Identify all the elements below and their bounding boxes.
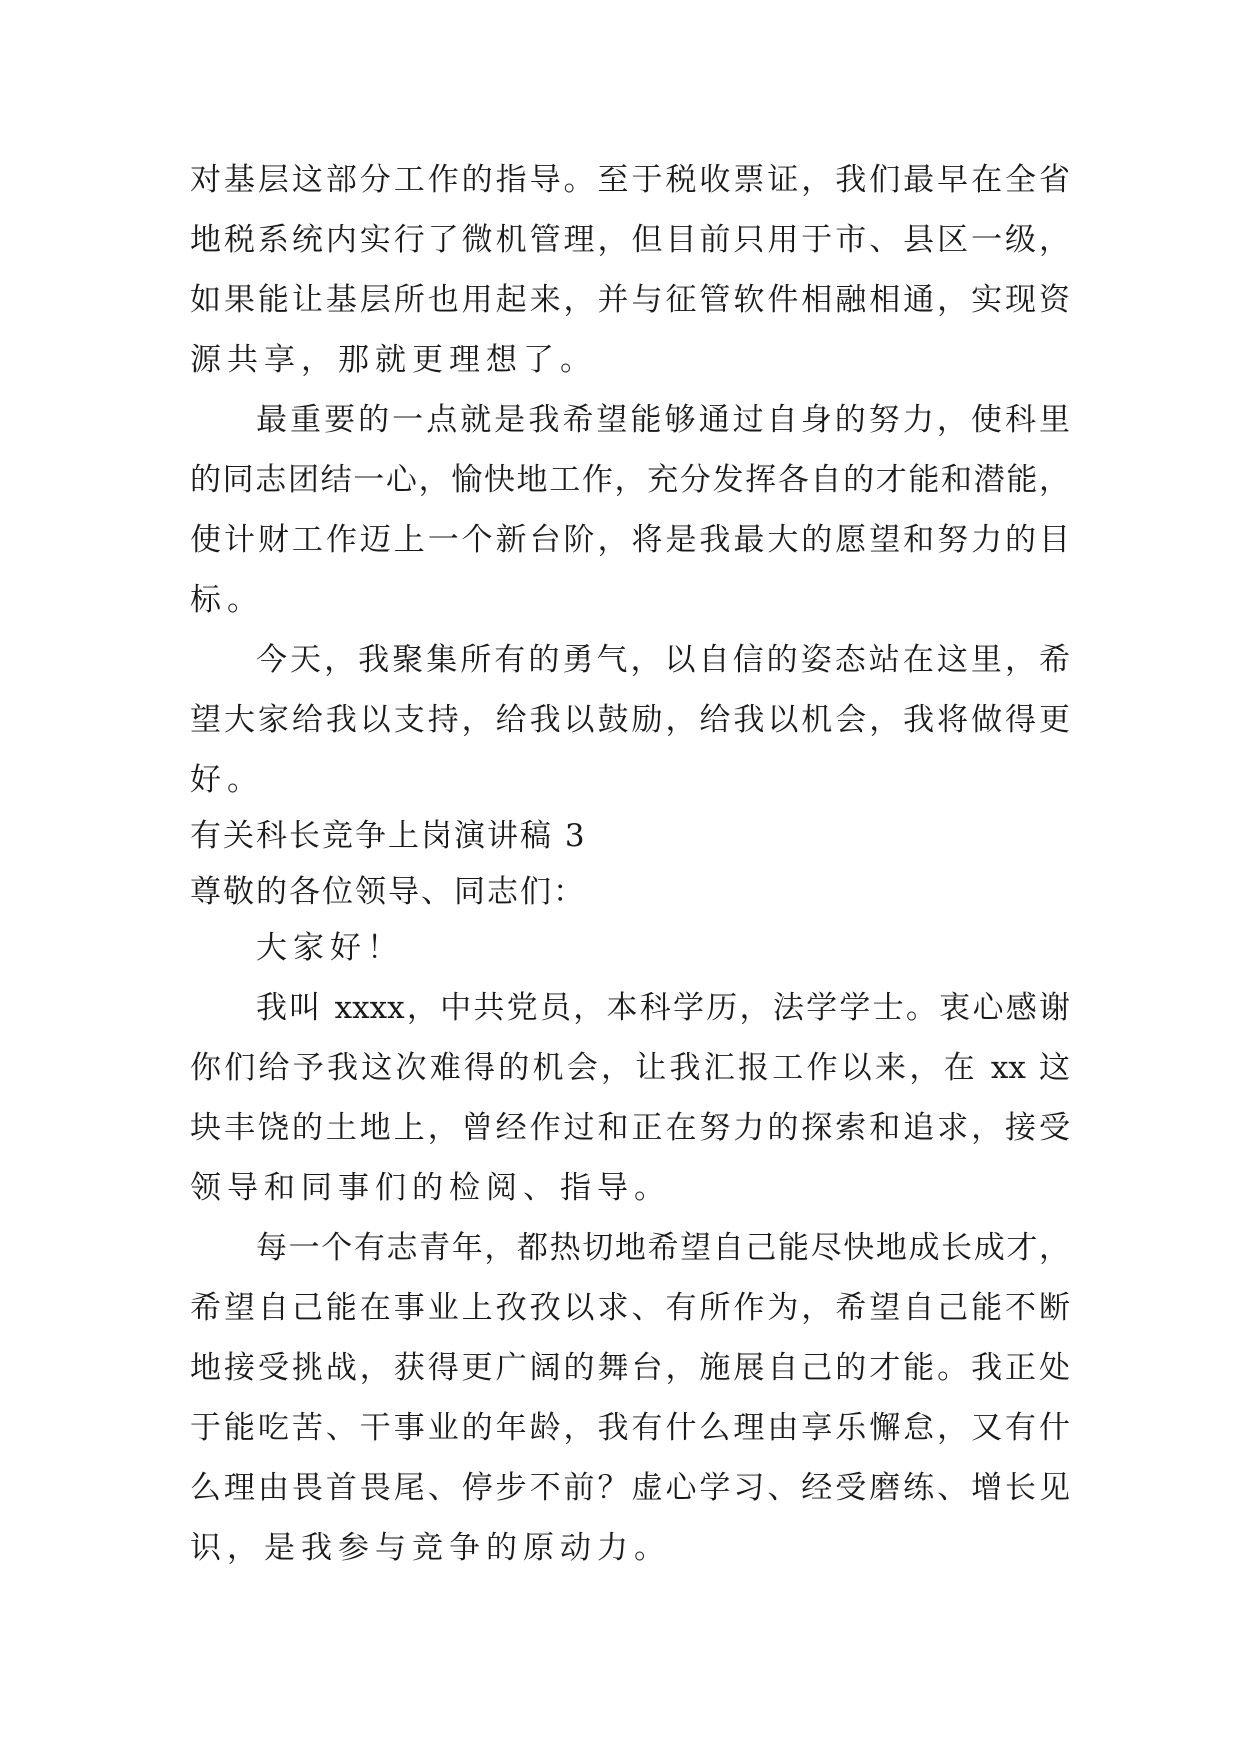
greeting: 大家好！ (256, 930, 404, 966)
text-line: 的同志团结一心，愉快地工作，充分发挥各自的才能和潜能， (190, 462, 1070, 498)
text-line: 使计财工作迈上一个新台阶，将是我最大的愿望和努力的目 (190, 522, 1070, 558)
text-line: 领导和同事们的检阅、指导。 (190, 1170, 671, 1206)
text-line: 识，是我参与竞争的原动力。 (190, 1530, 671, 1566)
paragraph-first-line: 我叫 xxxx，中共党员，本科学历，法学学士。衷心感谢 (256, 990, 1070, 1026)
text-line: 标。 (190, 582, 264, 618)
paragraph-first-line: 每一个有志青年，都热切地希望自己能尽快地成长成才， (256, 1230, 1070, 1266)
text-line: 希望自己能在事业上孜孜以求、有所作为，希望自己能不断 (190, 1290, 1070, 1326)
text-line: 么理由畏首畏尾、停步不前？虚心学习、经受磨练、增长见 (190, 1470, 1070, 1506)
paragraph-first-line: 最重要的一点就是我希望能够通过自身的努力，使科里 (256, 402, 1070, 438)
paragraph-first-line: 今天，我聚集所有的勇气，以自信的姿态站在这里，希 (256, 642, 1070, 678)
text-line: 如果能让基层所也用起来，并与征管软件相融相通，实现资 (190, 282, 1070, 318)
salutation: 尊敬的各位领导、同志们： (190, 874, 586, 910)
text-line: 于能吃苦、干事业的年龄，我有什么理由享乐懈怠，又有什 (190, 1410, 1070, 1446)
text-line: 好。 (190, 762, 264, 798)
text-line: 源共享，那就更理想了。 (190, 342, 597, 378)
text-line: 对基层这部分工作的指导。至于税收票证，我们最早在全省 (190, 162, 1070, 198)
text-line: 地税系统内实行了微机管理，但目前只用于市、县区一级， (190, 222, 1070, 258)
text-line: 望大家给我以支持，给我以鼓励，给我以机会，我将做得更 (190, 702, 1070, 738)
text-line: 你们给予我这次难得的机会，让我汇报工作以来，在 xx 这 (190, 1050, 1070, 1086)
text-line: 地接受挑战，获得更广阔的舞台，施展自己的才能。我正处 (190, 1350, 1070, 1386)
section-heading: 有关科长竞争上岗演讲稿 3 (190, 818, 587, 854)
text-line: 块丰饶的土地上，曾经作过和正在努力的探索和追求，接受 (190, 1110, 1070, 1146)
